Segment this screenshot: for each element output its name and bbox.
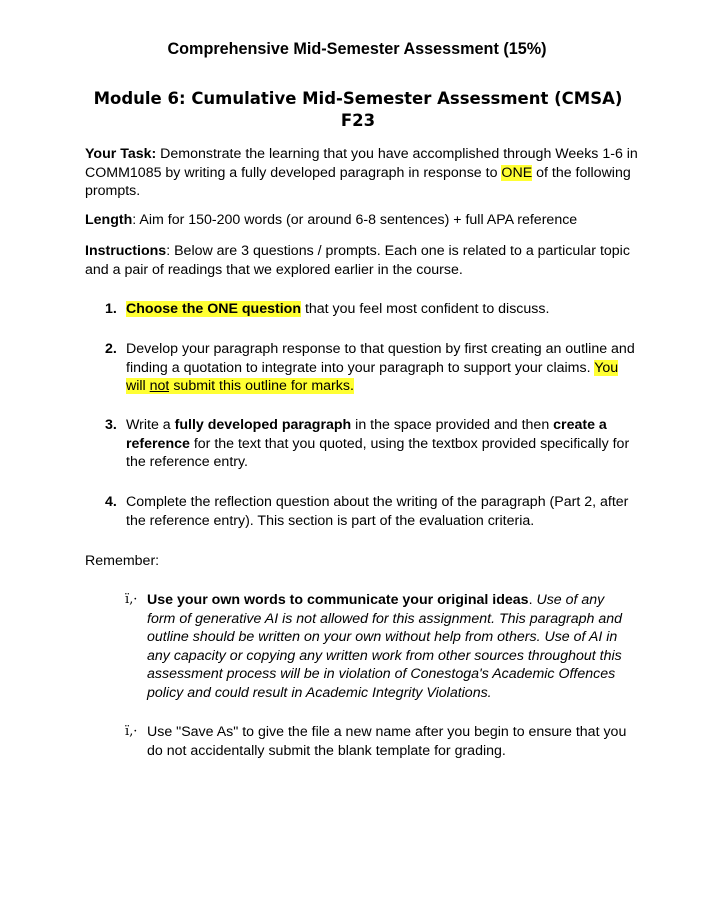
step-text-part: for the text that you quoted, using the textbox provided specifically for the reference entry. [126, 435, 630, 471]
instructions-paragraph [85, 242, 645, 279]
step-bold-part: create a reference [126, 417, 607, 452]
step-text [126, 300, 636, 319]
task-highlight: ONE [501, 164, 533, 181]
bullet-text: Use "Save As" to give the file a new name after you begin to ensure that you do not accidentally submit the blank template for grading. [147, 724, 627, 759]
step-highlight-underlined: not [149, 378, 170, 395]
module-title-line-2: F23 [340, 111, 376, 130]
bullet-icon: ï‚· [125, 592, 138, 607]
step-item [85, 300, 645, 319]
step-number: 1. [105, 301, 117, 317]
remember-label: Remember: [85, 553, 160, 569]
bullet-period: . [528, 592, 537, 608]
module-title [90, 88, 626, 132]
bullet-icon: ï‚· [125, 724, 138, 739]
length-label: Length [85, 212, 133, 228]
instructions-label: Instructions [85, 243, 167, 259]
step-item [85, 340, 645, 396]
bullet-bold: Use your own words to communicate your original ideas [147, 592, 529, 608]
step-text-part: in the space provided and then [351, 417, 554, 433]
step-item [85, 416, 645, 472]
module-title-line-1: Module 6: Cumulative Mid-Semester Assessment (CMSA) [93, 89, 623, 108]
task-text: Demonstrate the learning that you have accomplished through Weeks 1-6 in COMM1085 by writing a fully developed paragraph in response to [85, 146, 638, 181]
step-item [85, 493, 645, 530]
step-number: 4. [105, 494, 117, 510]
bullet-item [85, 591, 645, 703]
step-text: Complete the reflection question about the writing of the paragraph (Part 2, after the reference entry). This section is part of the evaluation criteria. [126, 494, 629, 529]
step-bold-part: fully developed paragraph [174, 417, 352, 433]
step-highlight-end: submit this outline for marks. [169, 378, 354, 395]
task-paragraph [85, 145, 645, 201]
step-highlight: You will [126, 359, 619, 395]
step-text [126, 340, 636, 396]
bullet-italic: Use of any form of generative AI is not allowed for this assignment. This paragraph and outline should be written on your own without help from others. Use of AI in any capacity or copying any written work from other sources throughout this assessment process will be in violation of Conestoga's Academic Offences policy and could result in Academic Integrity Violations. [147, 592, 623, 701]
document-header-title: Comprehensive Mid-Semester Assessment (15%) [167, 40, 547, 58]
task-text-after: of the following prompts. [85, 164, 631, 200]
length-paragraph [85, 211, 645, 230]
bullet-item [85, 723, 645, 760]
task-label: Your Task: [85, 146, 157, 162]
step-number: 3. [105, 417, 117, 433]
step-number: 2. [105, 341, 117, 357]
step-text-rest: that you feel most confident to discuss. [301, 301, 550, 317]
step-highlight: Choose the ONE question [126, 301, 301, 317]
instructions-text: : Below are 3 questions / prompts. Each one is related to a particular topic and a pair of readings that we explored earlier in the course. [85, 243, 630, 278]
length-text: : Aim for 150-200 words (or around 6-8 sentences) + full APA reference [132, 212, 578, 228]
step-text-main: Develop your paragraph response to that question by first creating an outline and finding a quotation to integrate into your paragraph to support your claims. [126, 341, 635, 376]
step-text-part: Write a [126, 417, 175, 433]
step-text [126, 416, 636, 472]
bullet-text [147, 591, 627, 703]
